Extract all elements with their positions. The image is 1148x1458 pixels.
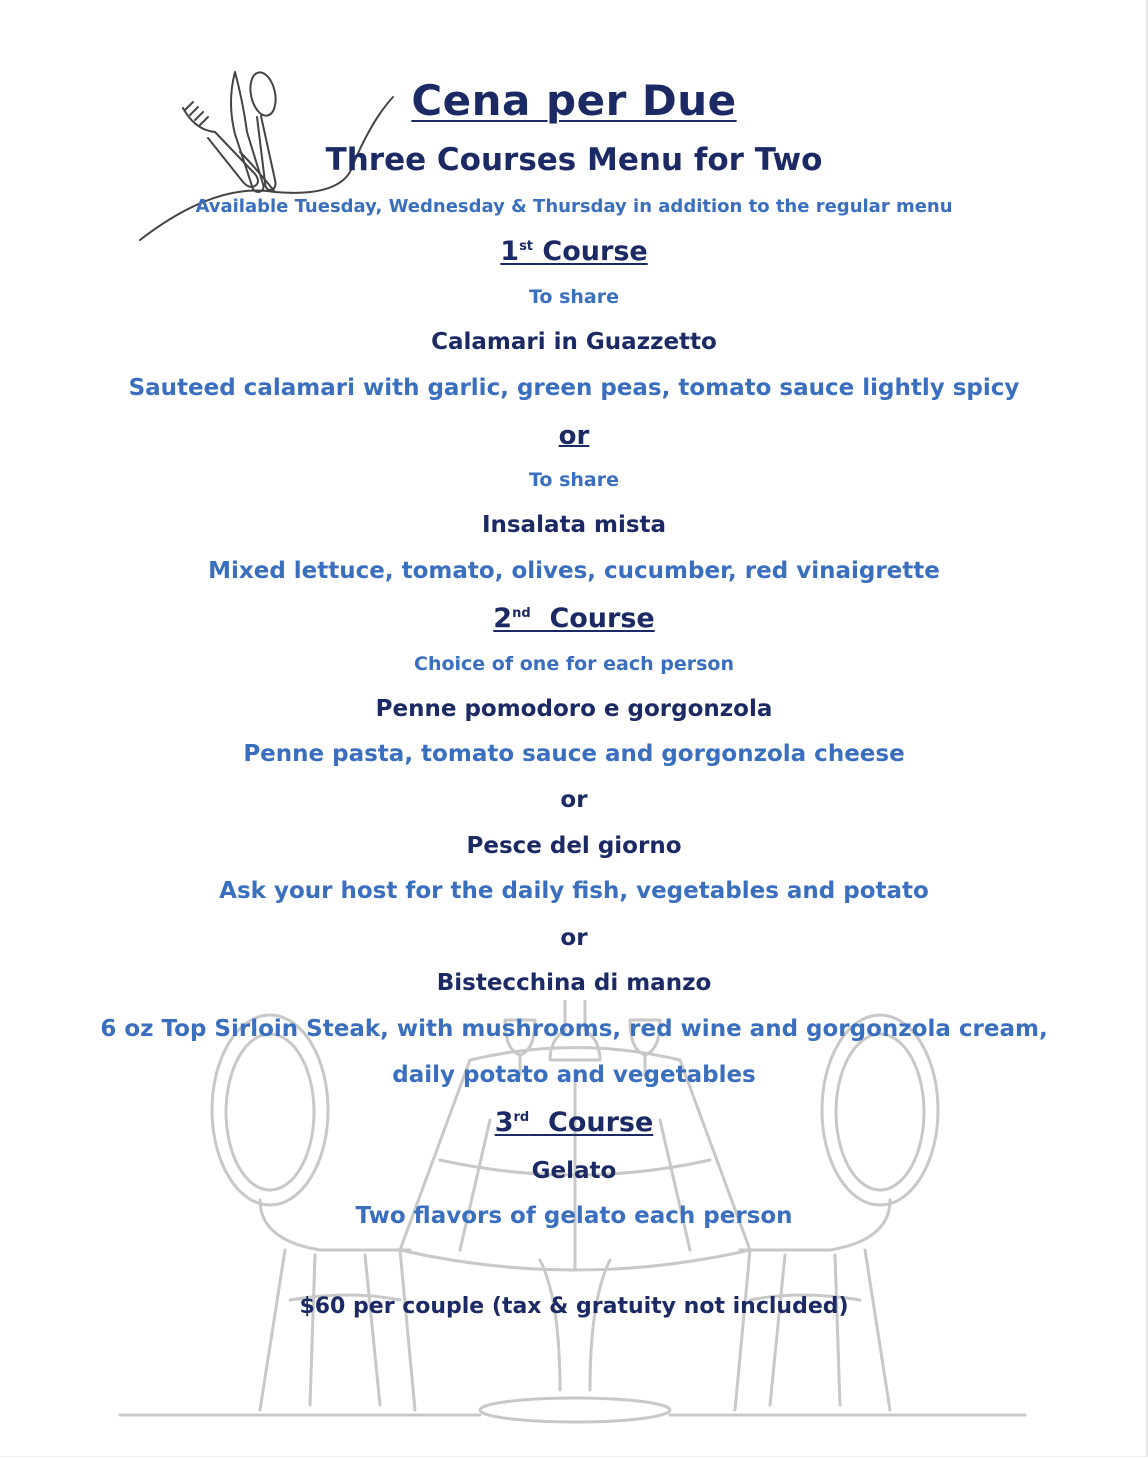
course1-word: Course (542, 236, 648, 267)
course1-option2-description: Mixed lettuce, tomato, olives, cucumber, red vinaigrette (208, 558, 940, 584)
course2-heading (0, 603, 1148, 634)
course1-option1-description: Sauteed calamari with garlic, green peas, tomato sauce lightly spicy (128, 375, 1020, 401)
course3-word: Course (548, 1107, 654, 1138)
course1-option2-name: Insalata mista (481, 512, 667, 538)
course2-option3-name: Bistecchina di manzo (436, 970, 712, 996)
menu-subtitle: Three Courses Menu for Two (325, 142, 823, 178)
course3-ordinal-suffix: rd (513, 1110, 530, 1125)
course2-or-separator-1: or (560, 787, 588, 813)
course3-option1-description: Two flavors of gelato each person (355, 1203, 793, 1229)
course1-number: 1 (500, 236, 520, 267)
course1-option1-note: To share (528, 286, 620, 308)
course2-word: Course (549, 603, 655, 634)
course1-or-separator: or (558, 421, 590, 451)
price-line: $60 per couple (tax & gratuity not included) (299, 1294, 849, 1319)
course3-number: 3 (494, 1107, 514, 1138)
course2-option3-description-line2: daily potato and vegetables (392, 1062, 756, 1088)
availability-note: Available Tuesday, Wednesday & Thursday in addition to the regular menu (195, 196, 953, 217)
course1-option2-note: To share (528, 469, 620, 491)
course2-note: Choice of one for each person (414, 653, 734, 675)
course3-option1-name: Gelato (531, 1158, 617, 1184)
course2-option1-name: Penne pomodoro e gorgonzola (375, 696, 773, 722)
course1-option1-name: Calamari in Guazzetto (431, 329, 717, 355)
course2-option2-description: Ask your host for the daily fish, vegetables and potato (219, 878, 929, 904)
course2-number: 2 (493, 603, 513, 634)
course2-option2-name: Pesce del giorno (466, 833, 682, 859)
course1-heading (0, 236, 1148, 267)
course2-ordinal-suffix: nd (512, 606, 531, 621)
course3-heading (0, 1107, 1148, 1138)
course2-option1-description: Penne pasta, tomato sauce and gorgonzola cheese (243, 741, 905, 767)
menu-title: Cena per Due (411, 76, 737, 125)
course2-option3-description-line1: 6 oz Top Sirloin Steak, with mushrooms, red wine and gorgonzola cream, (100, 1016, 1048, 1042)
course1-ordinal-suffix: st (519, 239, 534, 254)
course2-or-separator-2: or (560, 925, 588, 951)
